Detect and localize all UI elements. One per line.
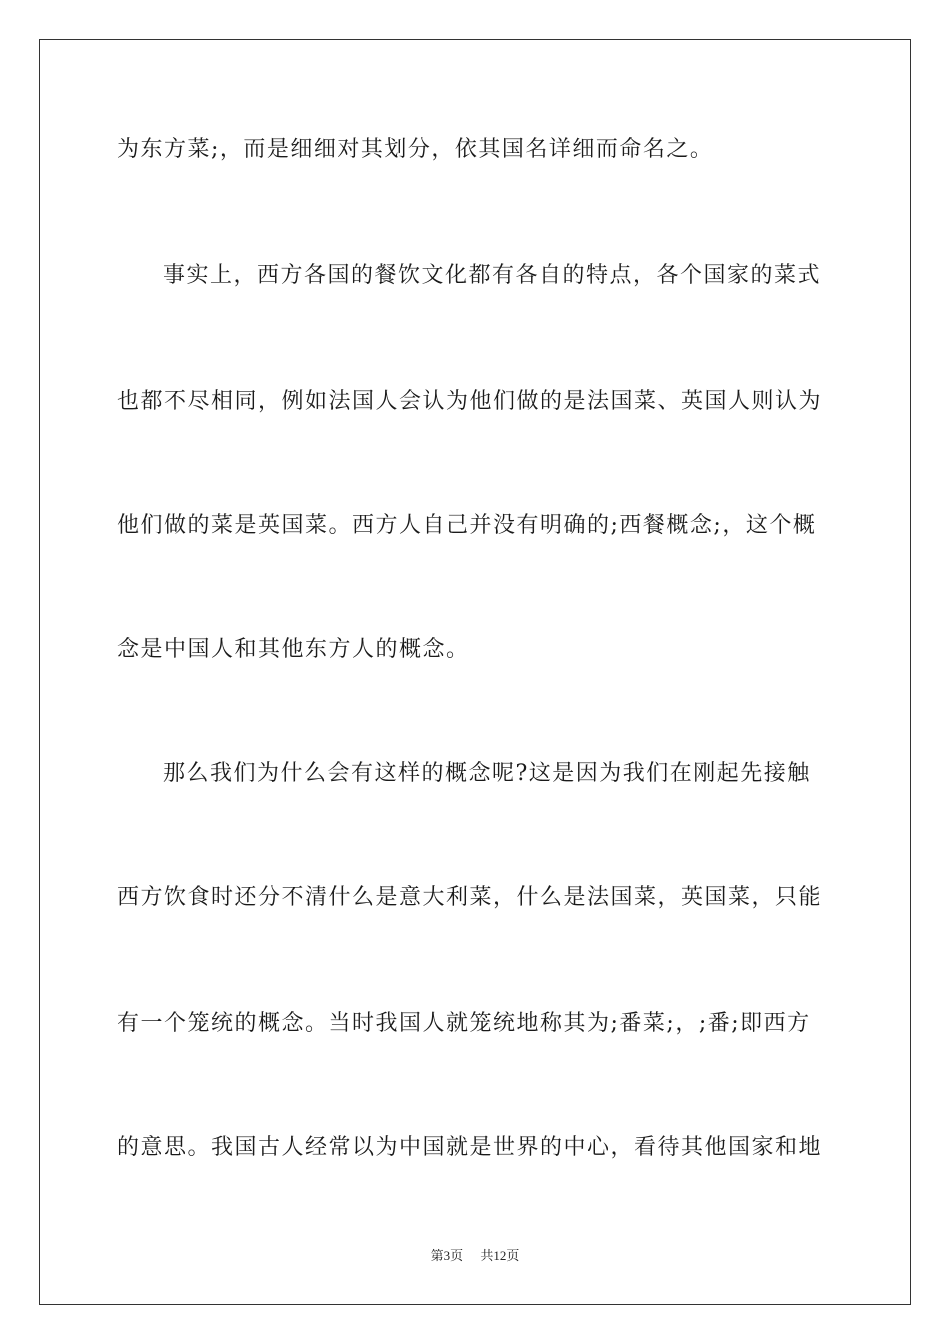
- paragraph-first-line: 事实上，西方各国的餐饮文化都有各自的特点，各个国家的菜式: [163, 263, 822, 288]
- page-border: [39, 39, 911, 1305]
- paragraph-first-line: 那么我们为什么会有这样的概念呢?这是因为我们在刚起先接触: [163, 761, 811, 786]
- page-total: 共12页: [480, 1248, 520, 1263]
- text-line: 他们做的菜是英国菜。西方人自己并没有明确的;西餐概念;，这个概: [117, 513, 817, 538]
- text-line: 为东方菜;，而是细细对其划分，依其国名详细而命名之。: [117, 137, 714, 162]
- text-line: 也都不尽相同，例如法国人会认为他们做的是法国菜、英国人则认为: [117, 389, 823, 414]
- text-line: 的意思。我国古人经常以为中国就是世界的中心，看待其他国家和地: [117, 1135, 823, 1160]
- text-line: 有一个笼统的概念。当时我国人就笼统地称其为;番菜;，;番;即西方: [117, 1011, 811, 1036]
- text-line: 念是中国人和其他东方人的概念。: [117, 637, 470, 662]
- page-footer: [0, 1247, 950, 1265]
- page-number: 第3页: [430, 1248, 464, 1263]
- text-line: 西方饮食时还分不清什么是意大利菜，什么是法国菜，英国菜，只能: [117, 885, 823, 910]
